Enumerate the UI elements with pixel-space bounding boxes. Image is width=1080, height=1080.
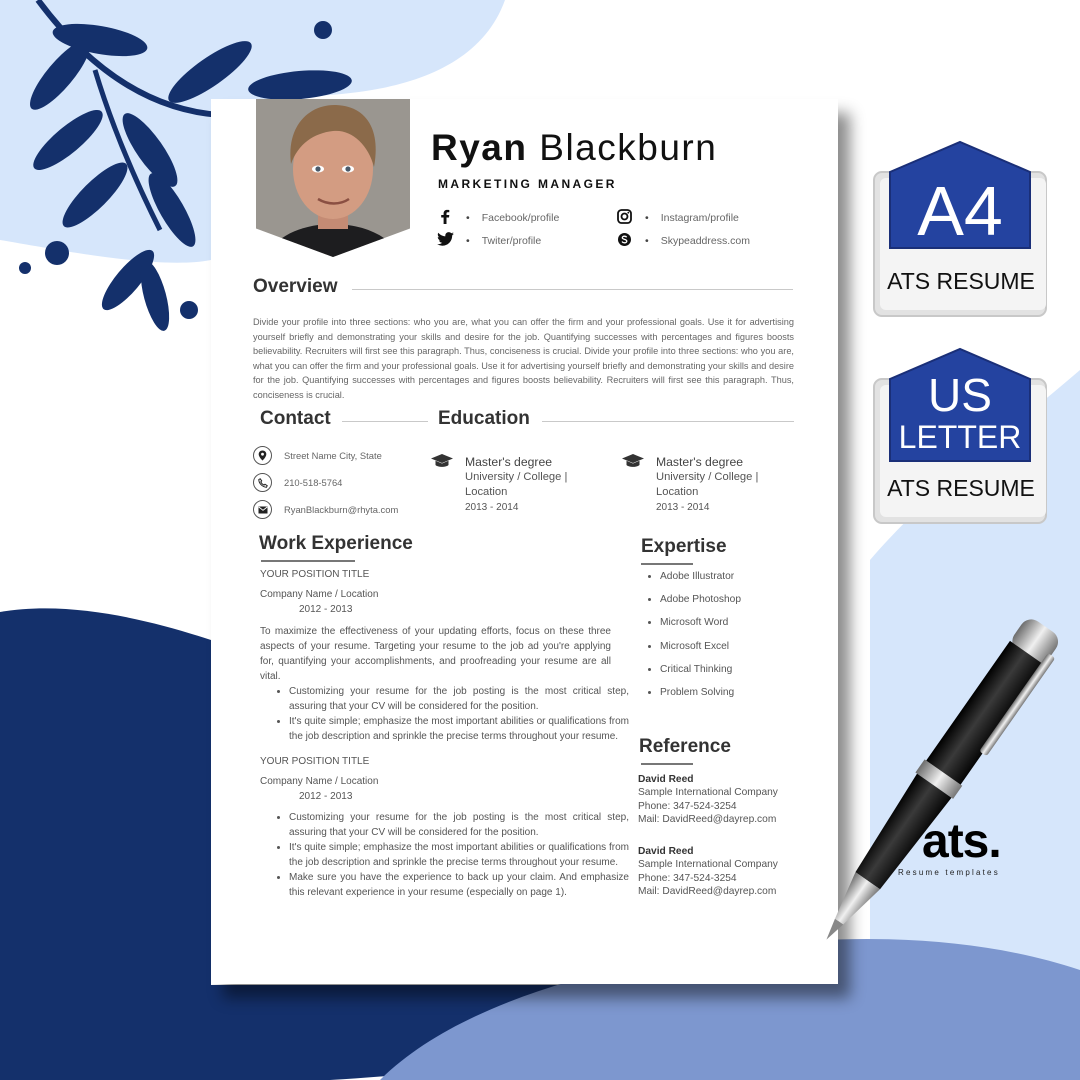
social-skype: • Skypeaddress.com xyxy=(615,232,750,250)
job-title: MARKETING MANAGER xyxy=(438,177,617,191)
contact-phone-text: 210-518-5764 xyxy=(284,477,343,488)
list-item: • Microsoft Excel xyxy=(660,641,741,664)
social-instagram: • Instagram/profile xyxy=(615,209,739,227)
work-bullets-2 xyxy=(271,810,629,900)
work-position-1: YOUR POSITION TITLE xyxy=(260,569,370,580)
education-location: Location xyxy=(465,486,508,498)
profile-photo xyxy=(256,99,410,257)
contact-email xyxy=(253,500,398,519)
overview-rule xyxy=(352,289,793,290)
education-location: Location xyxy=(656,486,699,498)
candidate-name xyxy=(431,129,717,166)
education-degree: Master's degree xyxy=(656,455,744,469)
list-item: • Critical Thinking xyxy=(660,664,741,687)
facebook-icon xyxy=(436,209,454,227)
location-pin-icon xyxy=(253,446,272,465)
social-twitter: • Twiter/profile xyxy=(436,232,541,249)
reference-rule xyxy=(641,763,693,765)
reference-mail: Mail: DavidReed@dayrep.com xyxy=(638,886,777,898)
contact-heading: Contact xyxy=(260,408,331,429)
twitter-icon xyxy=(436,232,454,249)
contact-address xyxy=(253,446,382,465)
graduation-cap-icon xyxy=(621,453,645,474)
work-company-2: Company Name / Location xyxy=(260,776,379,787)
list-item: • Make sure you have the experience to back up your claim. And emphasize this relevant experience in your resume (especially on page 1). xyxy=(289,870,629,900)
reference-phone: Phone: 347-524-3254 xyxy=(638,872,737,884)
list-item: • Adobe Illustrator xyxy=(660,571,741,594)
a4-badge xyxy=(870,138,1052,320)
social-facebook: • Facebook/profile xyxy=(436,209,559,227)
us-badge-title-2: LETTER xyxy=(898,419,1022,455)
education-heading: Education xyxy=(438,408,530,429)
education-item-1 xyxy=(465,455,567,515)
us-letter-badge xyxy=(870,345,1052,527)
reference-company: Sample International Company xyxy=(638,859,778,871)
reference-item-2 xyxy=(638,845,778,899)
reference-mail: Mail: DavidReed@dayrep.com xyxy=(638,814,777,826)
work-company-1: Company Name / Location xyxy=(260,589,379,600)
contact-email-text: RyanBlackburn@rhyta.com xyxy=(284,504,399,515)
a4-badge-title: A4 xyxy=(917,172,1003,250)
social-label: Instagram/profile xyxy=(660,212,739,224)
graduation-cap-icon xyxy=(430,453,454,474)
reference-name: David Reed xyxy=(638,846,694,857)
pen-illustration xyxy=(780,600,1080,980)
list-item: • It's quite simple; emphasize the most important abilities or qualifications from the job description and sprinkle the precise terms throughout your resume. xyxy=(289,840,629,870)
a4-badge-subtitle: ATS RESUME xyxy=(887,268,1035,294)
mail-icon xyxy=(253,500,272,519)
list-item: • It's quite simple; emphasize the most important abilities or qualifications from the job description and sprinkle the precise terms throughout your resume. xyxy=(289,714,629,744)
education-item-2 xyxy=(656,455,758,515)
us-badge-subtitle: ATS RESUME xyxy=(887,475,1035,501)
ats-tagline: Resume templates xyxy=(898,868,1000,877)
reference-item-1 xyxy=(638,773,778,827)
work-bullets-1 xyxy=(271,684,629,744)
reference-heading: Reference xyxy=(639,736,731,757)
expertise-rule xyxy=(641,563,693,565)
work-rule xyxy=(261,560,355,562)
ats-logo: ats. xyxy=(922,815,1001,868)
education-degree: Master's degree xyxy=(465,455,553,469)
education-years: 2013 - 2014 xyxy=(656,502,710,513)
work-description-1: To maximize the effectiveness of your updating efforts, focus on these three aspects of your resume. Targeting your resume to the job ad you're applying for, quantifying your accomplishments, and proofreading your resume are all vital. xyxy=(260,626,611,682)
education-years: 2013 - 2014 xyxy=(465,502,519,513)
us-badge-title: US xyxy=(928,369,992,421)
contact-rule xyxy=(342,421,428,422)
reference-phone: Phone: 347-524-3254 xyxy=(638,800,737,812)
reference-name: David Reed xyxy=(638,774,694,785)
contact-phone xyxy=(253,473,342,492)
expertise-list xyxy=(641,571,741,710)
work-years-2: 2012 - 2013 xyxy=(299,791,353,802)
overview-heading: Overview xyxy=(253,276,338,297)
work-position-2: YOUR POSITION TITLE xyxy=(260,756,370,767)
work-heading: Work Experience xyxy=(259,533,413,554)
list-item: • Adobe Photoshop xyxy=(660,594,741,617)
list-item: • Microsoft Word xyxy=(660,617,741,640)
social-label: Facebook/profile xyxy=(481,212,560,224)
list-item: • Customizing your resume for the job posting is the most critical step, assuring that your CV will be considered for the position. xyxy=(289,810,629,840)
resume-page xyxy=(211,99,838,984)
skype-icon xyxy=(615,232,633,250)
list-item: • Customizing your resume for the job posting is the most critical step, assuring that your CV will be considered for the position. xyxy=(289,684,629,714)
last-name: Blackburn xyxy=(539,127,718,168)
social-label: Skypeaddress.com xyxy=(660,235,750,247)
first-name: Ryan xyxy=(431,127,528,168)
education-school: University / College | xyxy=(465,471,568,483)
instagram-icon xyxy=(615,209,633,227)
contact-address-text: Street Name City, State xyxy=(284,450,382,461)
reference-company: Sample International Company xyxy=(638,787,778,799)
education-rule xyxy=(542,421,794,422)
work-years-1: 2012 - 2013 xyxy=(299,604,353,615)
overview-text: Divide your profile into three sections: who you are, what you can offer the firm and your professional goals. Use it for advertising yourself briefly and demonstrating your skills and desire for the job. Quantifying successes with percentages and figures boosts believability. Recruiters will first see this paragraph. Thus, conciseness is crucial. Divide your profile into three sections: who you are, what you can offer the firm and your professional goals. Use it for advertising yourself briefly and demonstrating your skills and desire for the job. Quantifying successes with percentages and figures boosts believability. Recruiters will first see this paragraph. Thus, conciseness is crucial. xyxy=(253,317,794,400)
expertise-heading: Expertise xyxy=(641,536,727,557)
work-bullets-1-clip xyxy=(211,684,838,750)
list-item: • Problem Solving xyxy=(660,687,741,710)
social-label: Twiter/profile xyxy=(481,234,542,247)
phone-icon xyxy=(253,473,272,492)
education-school: University / College | xyxy=(656,471,759,483)
